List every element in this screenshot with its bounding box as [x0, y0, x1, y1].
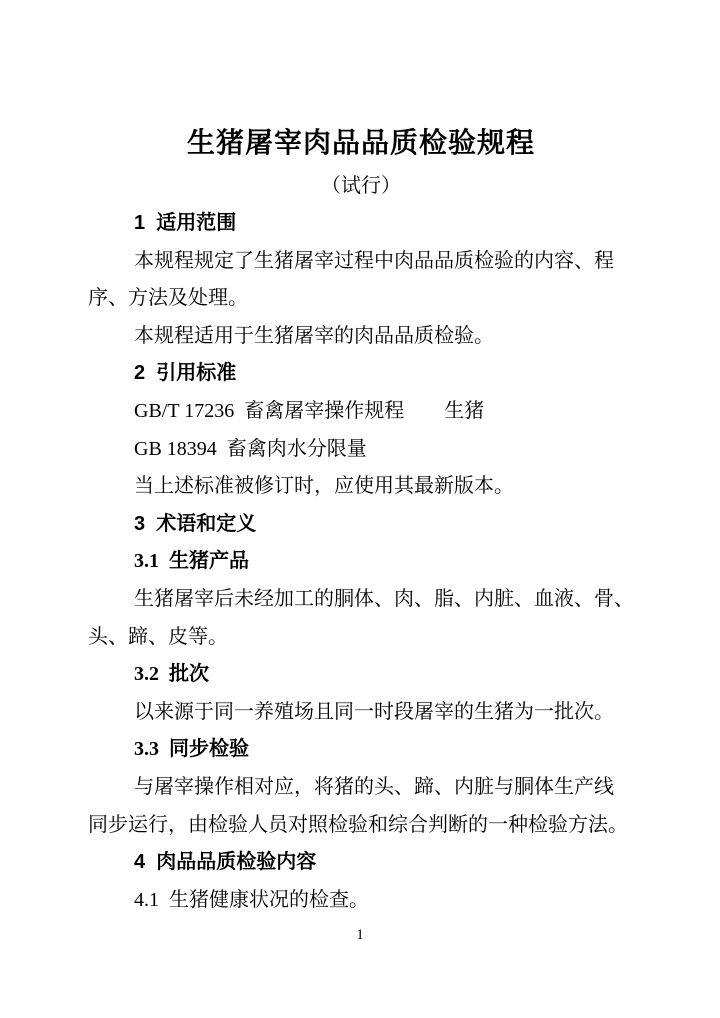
heading-1-scope: 1 适用范围: [134, 212, 237, 234]
heading-2-references: 2 引用标准: [134, 362, 237, 385]
para-scope-line2: 序、方法及处理。: [88, 287, 248, 310]
reference-gb-18394: GB 18394 畜禽肉水分限量: [134, 437, 367, 460]
para-scope-line1: 本规程规定了生猪屠宰过程中肉品品质检验的内容、程: [134, 249, 614, 272]
page-title: 生猪屠宰肉品品质检验规程: [186, 128, 535, 159]
heading-3-terms: 3 术语和定义: [134, 512, 257, 535]
para-pig-products-line1: 生猪屠宰后未经加工的胴体、肉、脂、内脏、血液、骨、: [134, 587, 634, 610]
para-sync-inspection-line1: 与屠宰操作相对应，将猪的头、蹄、内脏与胴体生产线: [134, 775, 614, 798]
item-4-1-health-check: 4.1 生猪健康状况的检查。: [134, 888, 369, 911]
para-applicability: 本规程适用于生猪屠宰的肉品品质检验。: [134, 324, 494, 347]
reference-gbt-17236: GB/T 17236 畜禽屠宰操作规程 生猪: [134, 399, 485, 422]
page-number: 1: [356, 927, 364, 943]
document-subtitle: （试行）: [321, 175, 401, 197]
heading-4-inspection-content: 4 肉品品质检验内容: [134, 851, 317, 874]
heading-3-3-sync-inspection: 3.3 同步检验: [134, 738, 249, 761]
para-revision-note: 当上述标准被修订时，应使用其最新版本。: [134, 475, 514, 498]
heading-3-1-pig-products: 3.1 生猪产品: [134, 550, 249, 573]
heading-3-2-batch: 3.2 批次: [134, 663, 209, 686]
document-body: [88, 205, 634, 919]
para-batch-definition: 以来源于同一养殖场且同一时段屠宰的生猪为一批次。: [134, 700, 614, 723]
document-content: [88, 0, 634, 919]
para-sync-inspection-line2: 同步运行，由检验人员对照检验和综合判断的一种检验方法。: [88, 813, 628, 836]
para-pig-products-line2: 头、蹄、皮等。: [88, 625, 228, 648]
